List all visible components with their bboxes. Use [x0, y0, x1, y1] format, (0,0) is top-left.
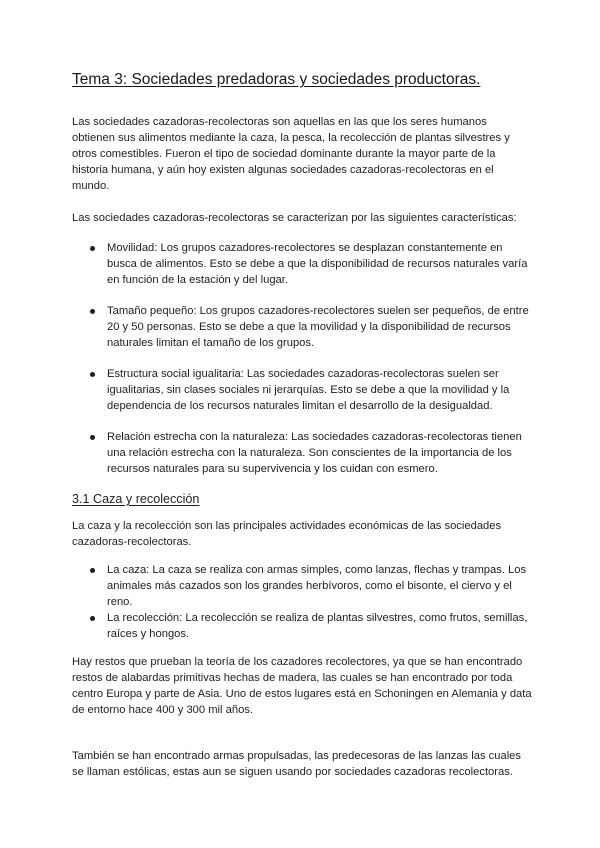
- section-intro-paragraph: La caza y la recolección son las principales actividades económicas de las sociedades cazadoras-recolectoras.: [72, 520, 502, 548]
- evidence-paragraph: Hay restos que prueban la teoría de los cazadores recolectores, ya que se han encontrado restos de alabardas primitivas hechas de madera, las cuales se han encontrado por toda centro Europa y parte de Asia. Uno de estos lugares está en Schoningen en Alemania y data de entorno hace 400 y 300 mil años.: [72, 656, 532, 716]
- list-item-tamano: Tamaño pequeño: Los grupos cazadores-recolectores suelen ser pequeños, de entre 20 y 50 personas. Esto se debe a que la movilidad y la disponibilidad de recursos naturales limitan el tamaño de los grupos.: [72, 303, 532, 351]
- characteristics-list: [72, 240, 532, 477]
- list-item-relacion-naturaleza: Relación estrecha con la naturaleza: Las sociedades cazadoras-recolectoras tienen una relación estrecha con la naturaleza. Son conscientes de la importancia de los recursos naturales para su supervivencia y los cuidan con esmero.: [72, 429, 532, 477]
- characteristics-intro-paragraph: Las sociedades cazadoras-recolectoras se caracterizan por las siguientes características:: [72, 212, 517, 224]
- document-page: [72, 70, 532, 780]
- weapons-paragraph: También se han encontrado armas propulsadas, las predecesoras de las lanzas las cuales se llaman estólicas, estas aun se siguen usando por sociedades cazadoras recolectoras.: [72, 750, 522, 778]
- page-title: Tema 3: Sociedades predadoras y sociedades productoras.: [72, 71, 481, 88]
- section-heading: 3.1 Caza y recolección: [72, 492, 200, 506]
- intro-paragraph: Las sociedades cazadoras-recolectoras son aquellas en las que los seres humanos obtienen sus alimentos mediante la caza, la pesca, la recolección de plantas silvestres y otros comestibles. Fueron el tipo de sociedad dominante durante la mayor parte de la historia humana, y aún hoy existen algunas sociedades cazadoras-recolectoras en el mundo.: [72, 116, 510, 192]
- activities-list: [72, 562, 532, 642]
- list-item-estructura-social: Estructura social igualitaria: Las sociedades cazadoras-recolectoras suelen ser igualitarias, sin clases sociales ni jerarquías. Esto se debe a que la movilidad y la dependencia de los recursos naturales limitan el desarrollo de la desigualdad.: [72, 366, 532, 414]
- list-item-caza: La caza: La caza se realiza con armas simples, como lanzas, flechas y trampas. Los animales más cazados son los grandes herbívoros, como el bisonte, el ciervo y el reno.: [72, 562, 532, 610]
- list-item-recoleccion: La recolección: La recolección se realiza de plantas silvestres, como frutos, semillas, raíces y hongos.: [72, 610, 532, 642]
- list-item-movilidad: Movilidad: Los grupos cazadores-recolectores se desplazan constantemente en busca de alimentos. Esto se debe a que la disponibilidad de recursos naturales varía en función de la estación y del lugar.: [72, 240, 532, 288]
